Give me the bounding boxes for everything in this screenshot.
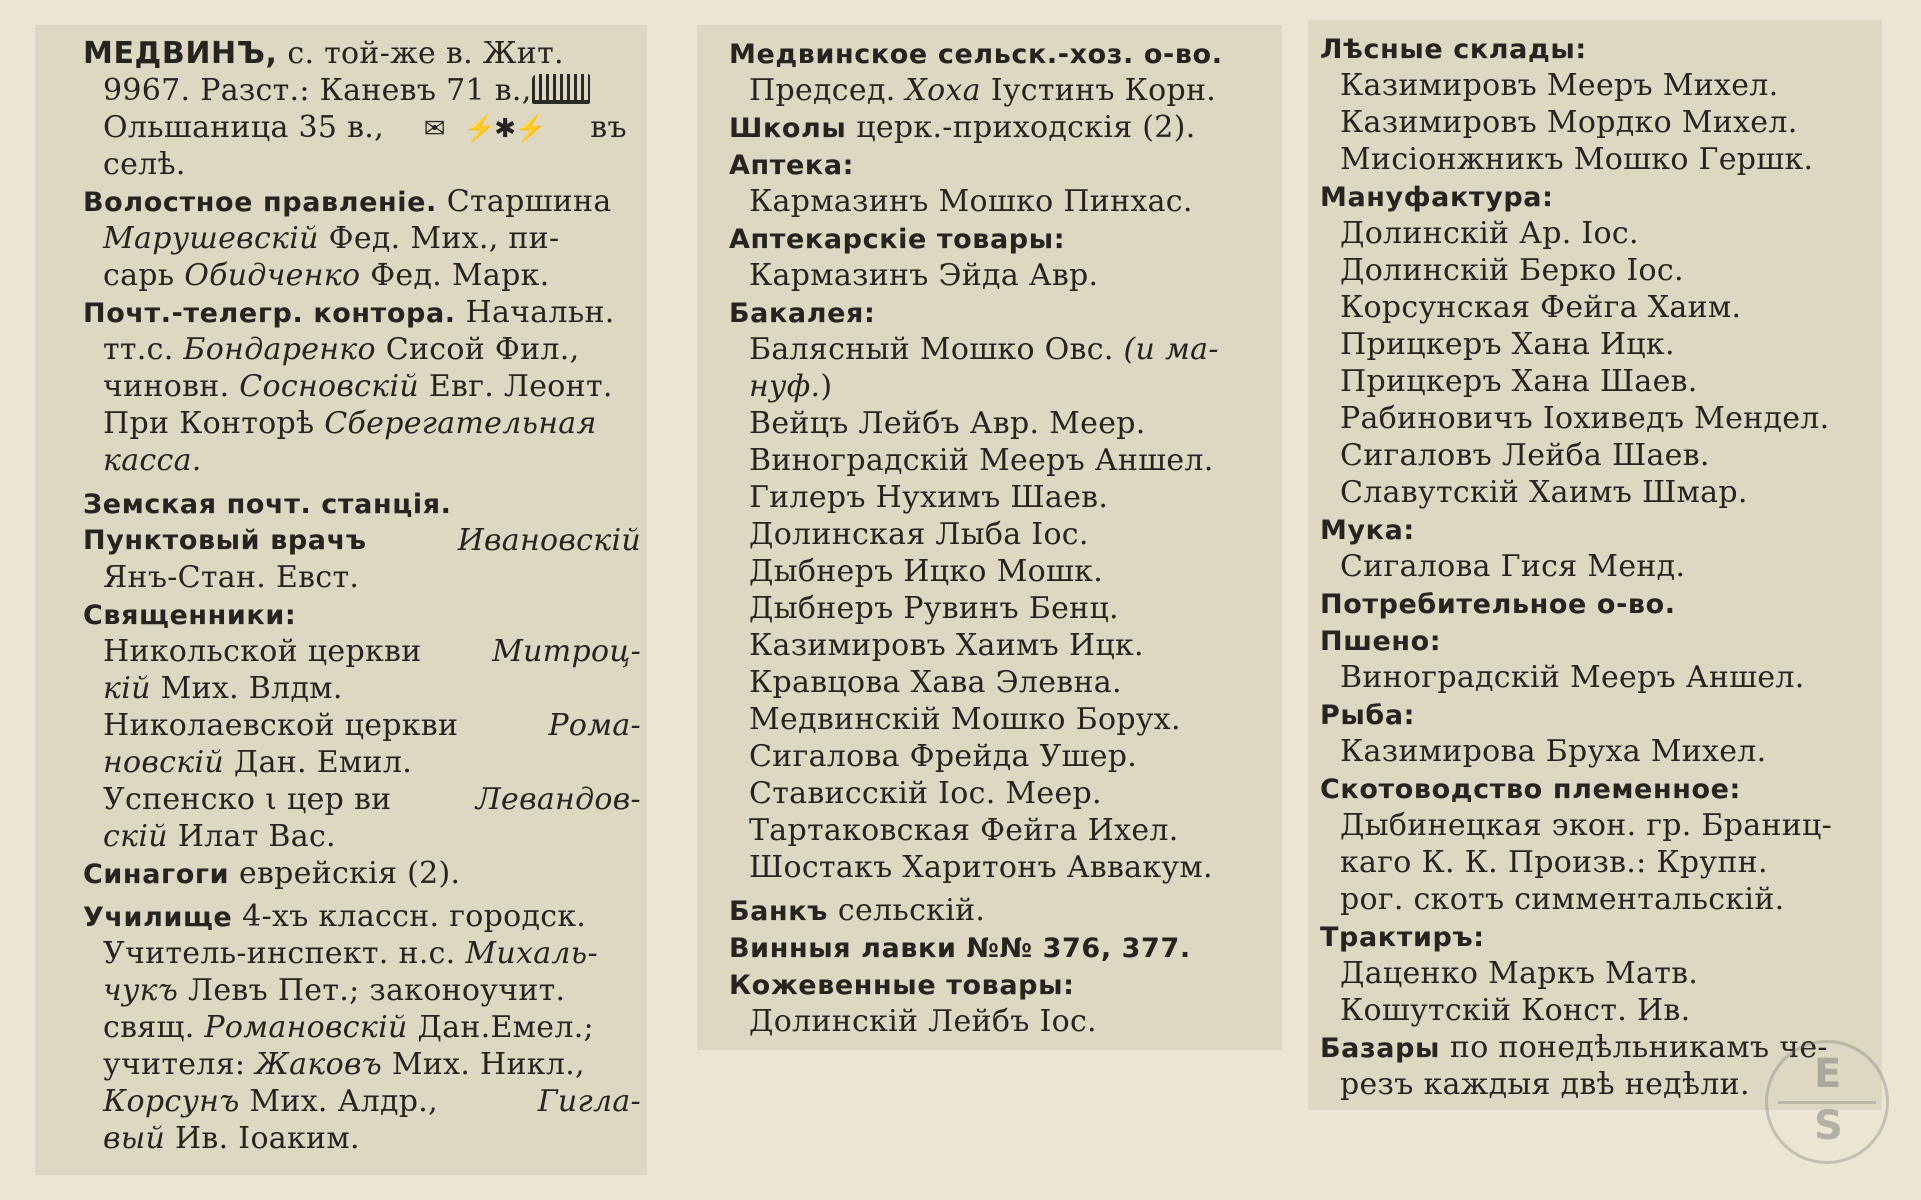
zemskaya-heading: Земская почт. станція.: [83, 489, 452, 520]
list-item: [1320, 363, 1878, 400]
list-item: [729, 479, 1278, 516]
marushevsky-name: Марушевскій: [103, 221, 319, 256]
list-item: [729, 627, 1278, 664]
list-item: [729, 812, 1278, 849]
ryba-line: [1320, 696, 1878, 733]
skot-line: [1320, 770, 1878, 807]
column-1: [35, 25, 647, 1175]
list-item: [729, 516, 1278, 553]
bakaleya-item: Долинская Лыба Іос.: [749, 517, 1089, 552]
mikhal-text: Михаль-: [465, 936, 598, 971]
medvinskoe-heading: Медвинское сельск.-хоз. о-во.: [729, 39, 1223, 70]
balyasny-line: [729, 331, 1278, 368]
bakaleya-item: Казимировъ Хаимъ Ицк.: [749, 628, 1144, 663]
medvinskoe-line: [729, 35, 1278, 72]
bakaleya-item: Вейцъ Лейбъ Авр. Меер.: [749, 406, 1146, 441]
svyashch-line: [83, 1009, 641, 1046]
list-item: [1320, 955, 1878, 992]
traktir-item: Кошутскій Конст. Ив.: [1340, 993, 1691, 1028]
predsed-line: [729, 72, 1278, 109]
novsky-rest: Дан. Емил.: [233, 745, 413, 780]
obidchenko-name: Обидченко: [184, 258, 361, 293]
psheno-heading: Пшено:: [1320, 626, 1442, 657]
zemskaya-line: [83, 485, 641, 522]
kassa-text: касса.: [103, 443, 202, 478]
list-item: [1320, 104, 1878, 141]
vinnye-line: [729, 929, 1278, 966]
manuf-item: Славутскій Хаимъ Шмар.: [1340, 475, 1748, 510]
list-item: [1320, 252, 1878, 289]
olshanitsa-line: [83, 109, 641, 146]
novsky-text: новскій: [103, 745, 225, 780]
sele-line: [83, 146, 641, 183]
ryba-entry: [1320, 733, 1878, 770]
shkoly-rest: церк.-приходскія (2).: [856, 110, 1196, 145]
skot-entry-3: [1320, 881, 1878, 918]
sosnovsky-name: Сосновскій: [239, 369, 419, 404]
pisar-text: сарь: [103, 258, 175, 293]
manuf-item: Сигаловъ Лейба Шаев.: [1340, 438, 1710, 473]
ryba-heading: Рыба:: [1320, 700, 1416, 731]
manuf-item: Долинскій Ар. Іос.: [1340, 216, 1639, 251]
list-item: [729, 738, 1278, 775]
uchilishe-heading: Училище: [83, 902, 233, 933]
volost-rest: Старшина: [446, 184, 612, 219]
chuk-line: [83, 972, 641, 1009]
distance-text: 9967. Разст.: Каневъ 71 в.,: [103, 73, 532, 108]
skot-entry-2: [1320, 844, 1878, 881]
uchitelya-line: [83, 1046, 641, 1083]
vrach-heading: Пунктовый врачъ: [83, 525, 367, 556]
bakaleya-item: Дыбнеръ Рувинъ Бенц.: [749, 591, 1119, 626]
traktir-heading: Трактиръ:: [1320, 922, 1485, 953]
insp-line: [83, 935, 641, 972]
nikolskoy-line: [83, 633, 641, 670]
pri-kontore-text: При Конторѣ: [103, 406, 315, 441]
list-item: [1320, 289, 1878, 326]
apteka-entry: [729, 183, 1278, 220]
vyy-line: [83, 1120, 641, 1157]
list-item: [1320, 474, 1878, 511]
muka-heading: Мука:: [1320, 515, 1415, 546]
list-item: [1320, 141, 1878, 178]
uchilishe-rest: 4-хъ классн. городск.: [242, 899, 587, 934]
les-item: Казимировъ Мееръ Михел.: [1340, 68, 1779, 103]
mitrots-line: [83, 670, 641, 707]
v-text: въ: [590, 110, 627, 145]
list-item: [729, 849, 1278, 886]
roma-text: Рома-: [548, 708, 641, 743]
uchitelya-text: учителя:: [103, 1047, 246, 1082]
bakaleya-item: Медвинскій Мошко Борух.: [749, 702, 1181, 737]
mail-icon: ✉: [423, 114, 446, 144]
bank-rest: сельскій.: [837, 893, 986, 928]
les-item: Мисіонжникъ Мошко Гершк.: [1340, 142, 1814, 177]
list-item: [729, 590, 1278, 627]
kontora-line: [83, 405, 641, 442]
kassa-line: [83, 442, 641, 479]
apteka-heading: Аптека:: [729, 150, 855, 181]
tts-text: тт.с.: [103, 332, 174, 367]
svyashch-text: свящ.: [103, 1010, 195, 1045]
nuf-line: нуф.): [749, 369, 833, 404]
nikolaevskoy-line: [83, 707, 641, 744]
zhakov-name: Жаковъ: [255, 1047, 382, 1082]
bazary-heading: Базары: [1320, 1033, 1441, 1064]
bakaleya-item: Сигалова Фрейда Ушер.: [749, 739, 1138, 774]
skiy-line: [83, 818, 641, 855]
nuf-text: нуф.: [749, 369, 821, 404]
bakaleya-item: Гилеръ Нухимъ Шаев.: [749, 480, 1109, 515]
psheno-name: Виноградскій Мееръ Аншел.: [1340, 660, 1805, 695]
post-line: [83, 294, 641, 331]
list-item: [729, 405, 1278, 442]
skot-text-2: каго К. К. Произв.: Крупн.: [1340, 845, 1768, 880]
post-rest: Начальн.: [465, 295, 615, 330]
shkoly-heading: Школы: [729, 113, 847, 144]
svyash-line: [83, 596, 641, 633]
list-item: [729, 553, 1278, 590]
bondarenko-line: [83, 331, 641, 368]
bakaleya-item: Виноградскій Мееръ Аншел.: [749, 443, 1214, 478]
novsky-line: [83, 744, 641, 781]
list-item: [1320, 400, 1878, 437]
balyasny-name: Балясный Мошко Овс.: [749, 332, 1114, 367]
bank-heading: Банкъ: [729, 896, 829, 927]
skiy-rest: Илат Вас.: [177, 819, 336, 854]
yan-stan-text: Янъ-Стан. Евст.: [103, 560, 360, 595]
bakaleya-heading: Бакалея:: [729, 298, 876, 329]
psheno-entry: [1320, 659, 1878, 696]
nikolaevskoy-text: Николаевской церкви: [103, 708, 459, 743]
list-item: [729, 664, 1278, 701]
kozh-name: Долинскій Лейбъ Іос.: [749, 1004, 1097, 1039]
vyy-rest: Ив. Іоаким.: [174, 1121, 360, 1156]
entry-medvin: [83, 35, 641, 72]
list-item: [1320, 326, 1878, 363]
bakaleya-item: Шостакъ Харитонъ Аввакум.: [749, 850, 1213, 885]
korsun-name: Корсунъ: [103, 1084, 240, 1119]
marushevsky-rest: Фед. Мих., пи-: [328, 221, 560, 256]
traktir-item: Даценко Маркъ Матв.: [1340, 956, 1699, 991]
les-line: [1320, 30, 1878, 67]
list-item: [1320, 437, 1878, 474]
obidchenko-line: [83, 257, 641, 294]
aptek-tov-heading: Аптекарскіе товары:: [729, 224, 1066, 255]
potreb-heading: Потребительное о-во.: [1320, 589, 1676, 620]
train-icon: [532, 74, 590, 104]
uchitel-insp-text: Учитель-инспект. н.с.: [103, 936, 456, 971]
psheno-line: [1320, 622, 1878, 659]
aptek-tov-entry: [729, 257, 1278, 294]
yan-stan-line: [83, 559, 641, 596]
gigla-text: Гигла-: [537, 1084, 641, 1119]
chinovn-text: чиновн.: [103, 369, 230, 404]
medvin-title: МЕДВИНЪ,: [83, 36, 278, 71]
levandov-text: Левандов-: [475, 782, 641, 817]
bakaleya-item: Дыбнеръ Ицко Мошк.: [749, 554, 1104, 589]
vinnye-heading: Винныя лавки №№ 376, 377.: [729, 933, 1191, 964]
skiy-text: скій: [103, 819, 168, 854]
uspenskoy-line: [83, 781, 641, 818]
bakaleya-item: Тартаковская Фейга Ихел.: [749, 813, 1179, 848]
bakaleya-item: Стависскій Іос. Меер.: [749, 776, 1102, 811]
sinagogi-rest: еврейскія (2).: [238, 856, 461, 891]
les-heading: Лѣсные склады:: [1320, 34, 1587, 65]
distance-line: [83, 72, 641, 109]
volost-line: [83, 183, 641, 220]
list-item: [729, 701, 1278, 738]
bazary-rest: по понедѣльникамъ че-: [1449, 1030, 1828, 1065]
korsun-rest: Мих. Алдр.,: [249, 1084, 438, 1119]
list-item: [729, 775, 1278, 812]
aptek-tov-name: Кармазинъ Эйда Авр.: [749, 258, 1099, 293]
kiy-text: кій: [103, 671, 151, 706]
sosnovsky-line: [83, 368, 641, 405]
ivanovsky-name: Ивановскій: [457, 523, 641, 558]
marushevsky-line: [83, 220, 641, 257]
list-item: [1320, 992, 1878, 1029]
sele-text: селѣ.: [103, 147, 186, 182]
bondarenko-rest: Сисой Фил.,: [385, 332, 580, 367]
stamp-letter-top: E: [1814, 1051, 1842, 1097]
list-item: [1320, 215, 1878, 252]
telegraph-icon: ⚡✱⚡: [463, 114, 545, 144]
list-item: [1320, 67, 1878, 104]
column-3: [1308, 20, 1882, 1110]
manuf-item: Прицкеръ Хана Шаев.: [1340, 364, 1698, 399]
skot-text-3: рог. скотъ симментальскій.: [1340, 882, 1785, 917]
uspenskoy-text: Успенско ι цер ви: [103, 782, 392, 817]
i-ma-text: (и ма-: [1123, 332, 1219, 367]
post-heading: Почт.-телегр. контора.: [83, 298, 456, 329]
kozh-entry: [729, 1003, 1278, 1040]
skot-entry-1: [1320, 807, 1878, 844]
svyash-heading: Священники:: [83, 600, 297, 631]
kozh-line: [729, 966, 1278, 1003]
shkoly-line: [729, 109, 1278, 146]
sinagogi-line: [83, 855, 641, 892]
obidchenko-rest: Фед. Марк.: [370, 258, 550, 293]
stamp-letter-bottom: S: [1814, 1103, 1843, 1149]
chuk-text: чукъ: [103, 973, 179, 1008]
khokha-name: Хоха: [905, 73, 981, 108]
chuk-rest: Левъ Пет.; законоучит.: [188, 973, 566, 1008]
mitrots-text: Митроц-: [492, 634, 641, 669]
manuf-line: [1320, 178, 1878, 215]
nikolskoy-text: Никольской церкви: [103, 634, 422, 669]
vrach-line: [83, 522, 641, 559]
olshanitsa-text: Ольшаница 35 в.,: [103, 110, 384, 145]
watermark-stamp: [1765, 1040, 1889, 1164]
muka-entry: [1320, 548, 1878, 585]
sinagogi-heading: Синагоги: [83, 859, 230, 890]
romanovsky2-rest: Дан.Емел.;: [417, 1010, 594, 1045]
column-2: [697, 25, 1282, 1050]
manuf-item: Долинскій Берко Іос.: [1340, 253, 1684, 288]
manuf-heading: Мануфактура:: [1320, 182, 1554, 213]
kozh-heading: Кожевенные товары:: [729, 970, 1075, 1001]
bank-line: [729, 892, 1278, 929]
skot-heading: Скотоводство племенное:: [1320, 774, 1741, 805]
khokha-rest: Іустинъ Корн.: [990, 73, 1217, 108]
ryba-name: Казимирова Бруха Михел.: [1340, 734, 1767, 769]
manuf-item: Прицкеръ Хана Ицк.: [1340, 327, 1675, 362]
apteka-name: Кармазинъ Мошко Пинхас.: [749, 184, 1193, 219]
traktir-line: [1320, 918, 1878, 955]
romanovsky2-name: Романовскій: [204, 1010, 408, 1045]
manuf-item: Корсунская Фейга Хаим.: [1340, 290, 1742, 325]
aptek-tov-line: [729, 220, 1278, 257]
bakaleya-line: [729, 294, 1278, 331]
korsun-line: [83, 1083, 641, 1120]
list-item: [729, 442, 1278, 479]
bakaleya-item: Кравцова Хава Элевна.: [749, 665, 1122, 700]
bazary-text-2: резъ каждыя двѣ недѣли.: [1340, 1067, 1750, 1102]
muka-name: Сигалова Гися Менд.: [1340, 549, 1686, 584]
volost-heading: Волостное правленіе.: [83, 187, 437, 218]
sberegat-text: Сберегательная: [324, 406, 597, 441]
sosnovsky-rest: Евг. Леонт.: [428, 369, 613, 404]
les-item: Казимировъ Мордко Михел.: [1340, 105, 1798, 140]
bondarenko-name: Бондаренко: [183, 332, 376, 367]
potreb-line: [1320, 585, 1878, 622]
muka-line: [1320, 511, 1878, 548]
vyy-text: вый: [103, 1121, 166, 1156]
uchilishe-line: [83, 898, 641, 935]
mitrots-rest: Мих. Влдм.: [160, 671, 343, 706]
apteka-line: [729, 146, 1278, 183]
manuf-item: Рабиновичъ Іохиведъ Мендел.: [1340, 401, 1830, 436]
predsed-text: Председ.: [749, 73, 896, 108]
skot-text-1: Дыбинецкая экон. гр. Браниц-: [1340, 808, 1833, 843]
medvin-desc: с. той-же в. Жит.: [287, 36, 564, 71]
zhakov-rest: Мих. Никл.,: [391, 1047, 585, 1082]
